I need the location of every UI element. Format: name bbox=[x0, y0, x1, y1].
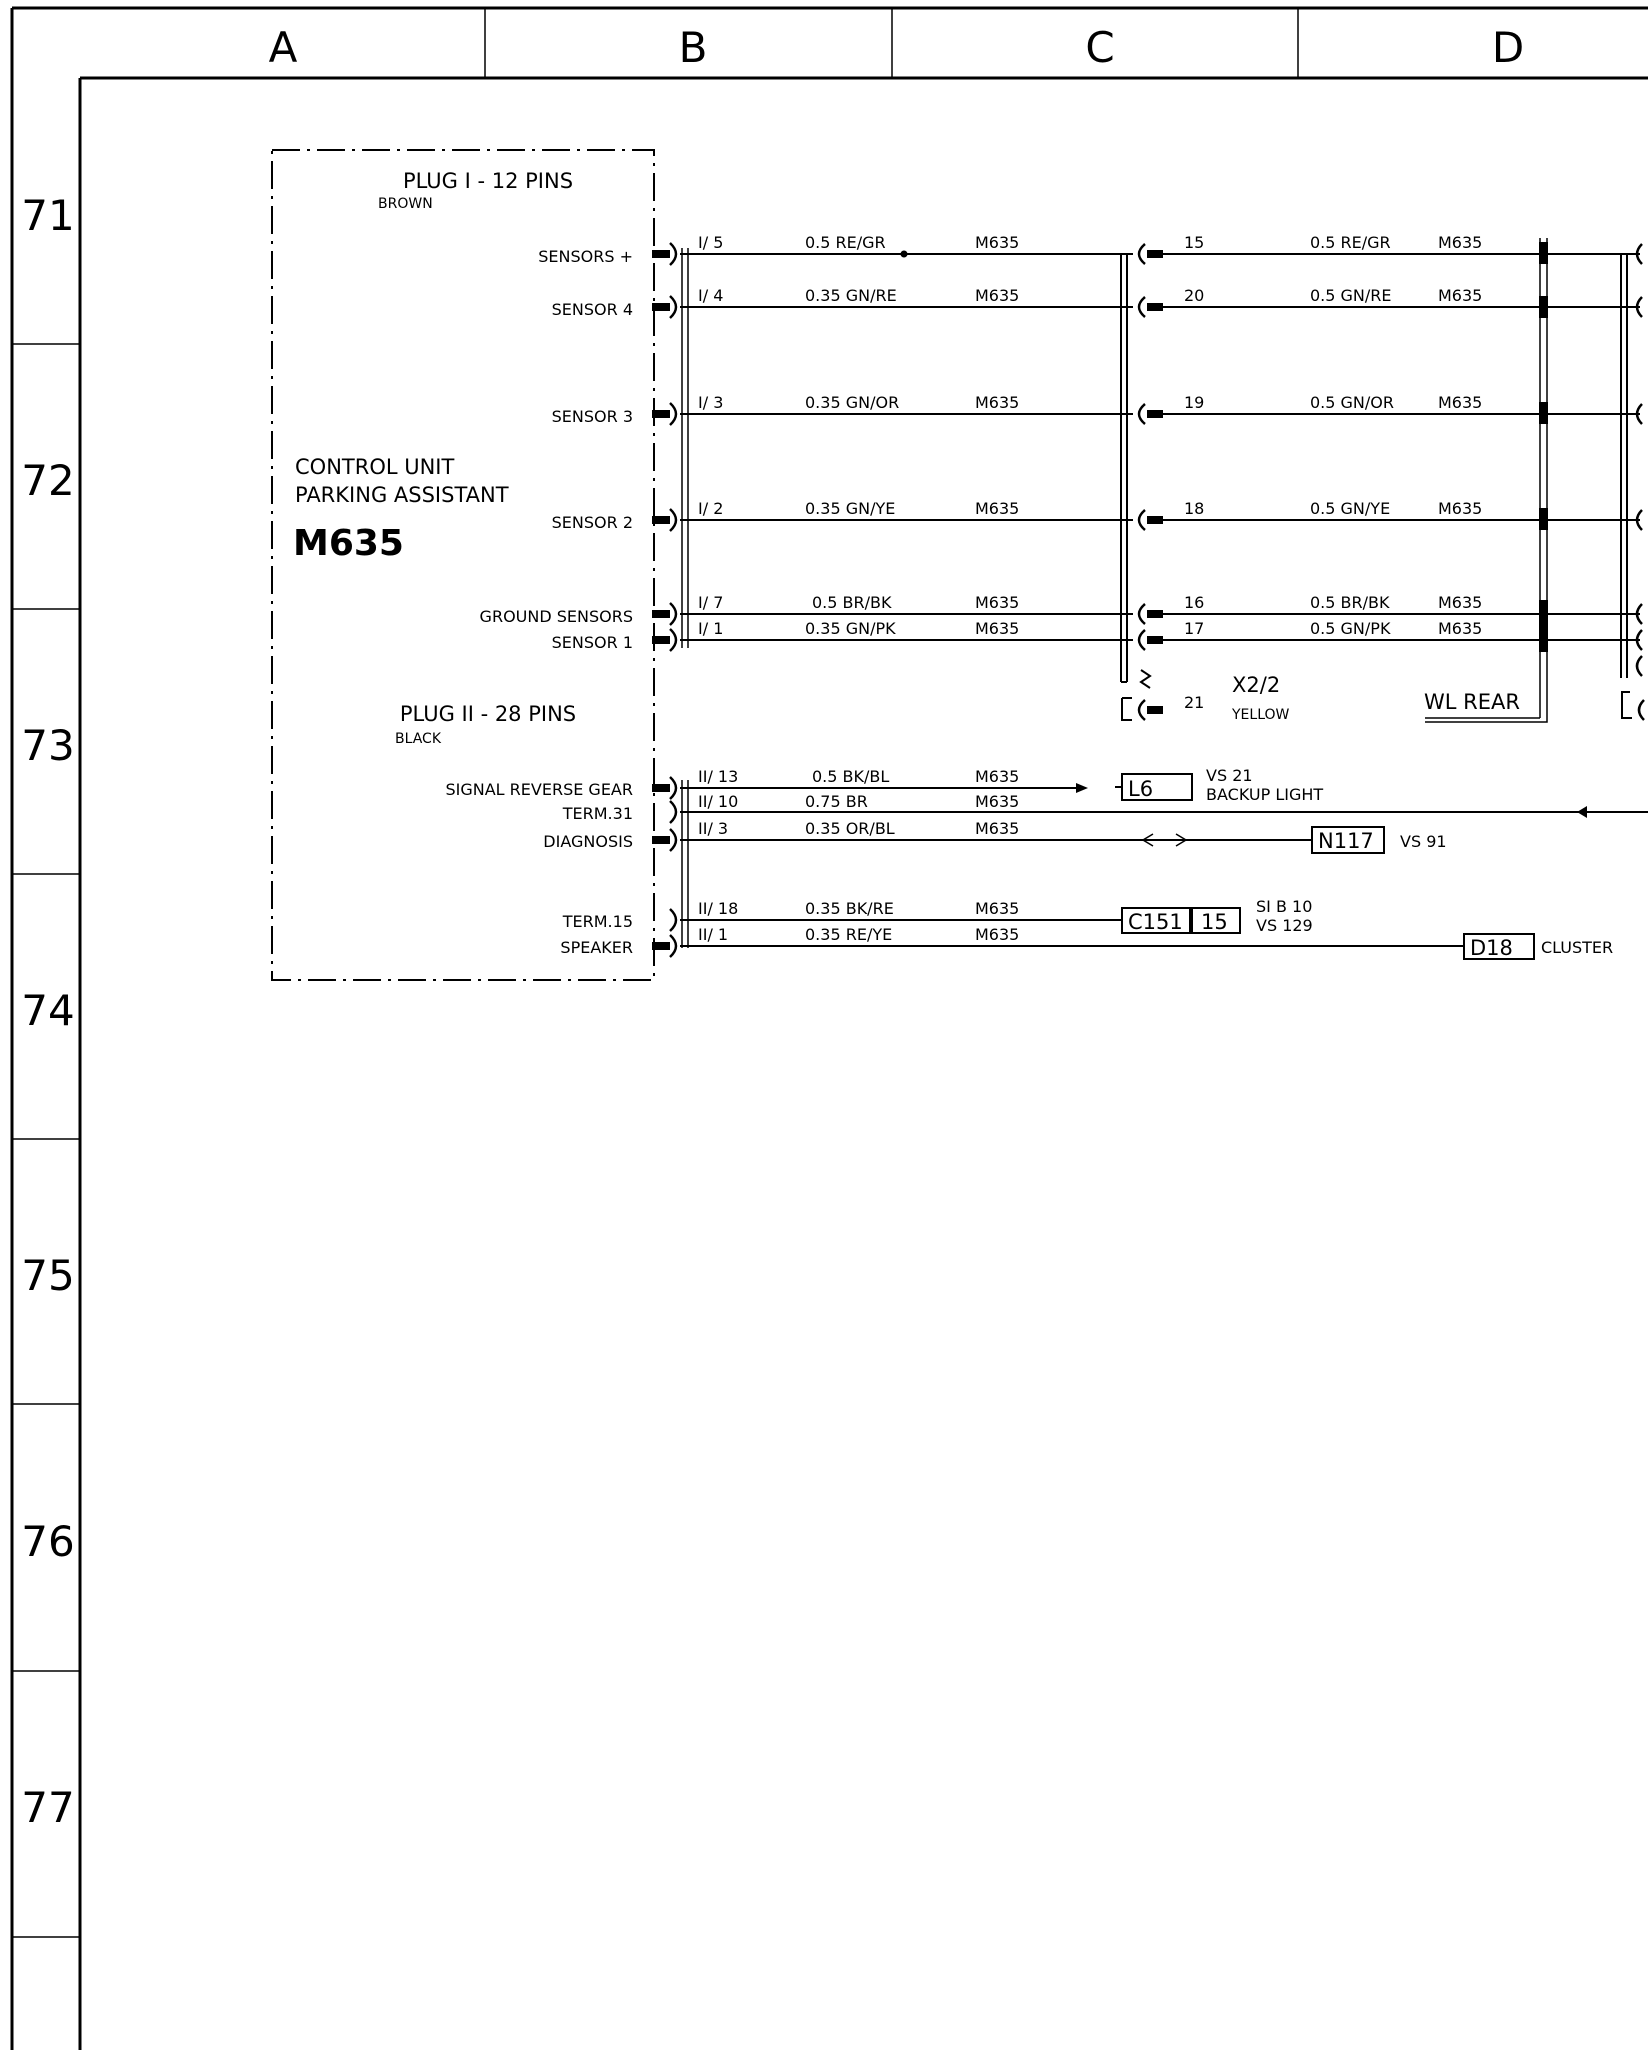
signal-label: TERM.15 bbox=[562, 912, 633, 931]
control-unit-box bbox=[272, 150, 654, 980]
c151-pin: 15 bbox=[1201, 910, 1228, 934]
control-unit-title-line2: PARKING ASSISTANT bbox=[295, 483, 509, 507]
signal-label: SENSOR 1 bbox=[551, 633, 633, 652]
pin-number: II/ 10 bbox=[698, 792, 739, 811]
wl-rear-label: WL REAR bbox=[1424, 690, 1520, 714]
wire-code: M635 bbox=[975, 593, 1020, 612]
connector-x22-pin21: 21 bbox=[1184, 693, 1205, 712]
pin-number: 20 bbox=[1184, 286, 1205, 305]
c151-ref2: VS 129 bbox=[1256, 916, 1313, 935]
connector-x22-name: X2/2 bbox=[1232, 673, 1281, 697]
control-unit-title-line1: CONTROL UNIT bbox=[295, 455, 455, 479]
wire-spec: 0.5 GN/YE bbox=[1310, 499, 1391, 518]
connector-x22-color: YELLOW bbox=[1232, 707, 1290, 723]
wire-code: M635 bbox=[975, 619, 1020, 638]
pin-number: II/ 18 bbox=[698, 899, 739, 918]
wire-code: M635 bbox=[975, 819, 1020, 838]
wire-code: M635 bbox=[975, 286, 1020, 305]
wire-spec: 0.35 GN/OR bbox=[805, 393, 900, 412]
pin-number: II/ 13 bbox=[698, 767, 739, 786]
wire-code: M635 bbox=[975, 767, 1020, 786]
signal-label: SENSOR 2 bbox=[551, 513, 633, 532]
plug2-signal-labels bbox=[445, 780, 633, 957]
signal-label: GROUND SENSORS bbox=[479, 607, 633, 626]
signal-label: TERM.31 bbox=[562, 804, 633, 823]
wire-code: M635 bbox=[1438, 499, 1483, 518]
wire-spec: 0.75 BR bbox=[805, 792, 868, 811]
plug2-pin-symbols bbox=[652, 777, 676, 957]
wire-code: M635 bbox=[975, 393, 1020, 412]
wire-spec: 0.5 RE/GR bbox=[1310, 233, 1391, 252]
x22-wire-annotations bbox=[1184, 233, 1482, 638]
column-label-c: C bbox=[1085, 23, 1115, 72]
wire-spec: 0.5 BR/BK bbox=[812, 593, 892, 612]
wire-spec: 0.35 RE/YE bbox=[805, 925, 893, 944]
signal-label: SIGNAL REVERSE GEAR bbox=[445, 780, 633, 799]
wire-spec: 0.5 GN/PK bbox=[1310, 619, 1391, 638]
connector-x22 bbox=[1121, 244, 1163, 720]
row-label-71: 71 bbox=[21, 191, 75, 240]
pin-number: 19 bbox=[1184, 393, 1205, 412]
pin-number: I/ 4 bbox=[698, 286, 724, 305]
wire-spec: 0.5 GN/RE bbox=[1310, 286, 1392, 305]
pin-number: I/ 2 bbox=[698, 499, 724, 518]
wire-code: M635 bbox=[1438, 393, 1483, 412]
destination-l6 bbox=[1115, 766, 1323, 804]
plug1-color: BROWN bbox=[378, 196, 433, 212]
frame bbox=[12, 8, 1648, 2050]
c151-code: C151 bbox=[1128, 910, 1183, 934]
plug1-pin-symbols bbox=[652, 243, 676, 651]
wire-code: M635 bbox=[1438, 619, 1483, 638]
signal-label: SPEAKER bbox=[560, 938, 633, 957]
pin-number: 18 bbox=[1184, 499, 1205, 518]
destination-n117 bbox=[1312, 827, 1447, 853]
l6-code: L6 bbox=[1128, 777, 1154, 801]
row-label-72: 72 bbox=[21, 456, 75, 505]
column-label-d: D bbox=[1491, 23, 1525, 72]
wire-spec: 0.5 BK/BL bbox=[812, 767, 890, 786]
pin-number: I/ 3 bbox=[698, 393, 724, 412]
wl-rear-harness bbox=[1425, 238, 1548, 722]
d18-code: D18 bbox=[1470, 936, 1513, 960]
wire-code: M635 bbox=[975, 925, 1020, 944]
pin-number: I/ 1 bbox=[698, 619, 724, 638]
wire-spec: 0.35 GN/RE bbox=[805, 286, 897, 305]
wire-code: M635 bbox=[1438, 286, 1483, 305]
wire-code: M635 bbox=[1438, 233, 1483, 252]
pin-number: 17 bbox=[1184, 619, 1205, 638]
pin-number: 15 bbox=[1184, 233, 1205, 252]
wire-spec: 0.35 BK/RE bbox=[805, 899, 894, 918]
row-label-76: 76 bbox=[21, 1517, 75, 1566]
wire-code: M635 bbox=[975, 233, 1020, 252]
row-label-73: 73 bbox=[21, 721, 75, 770]
column-label-b: B bbox=[678, 23, 708, 72]
signal-label: DIAGNOSIS bbox=[543, 832, 633, 851]
control-unit-code: M635 bbox=[293, 523, 404, 564]
pin-number: 16 bbox=[1184, 593, 1205, 612]
wire-spec: 0.35 GN/YE bbox=[805, 499, 896, 518]
plug1-label: PLUG I - 12 PINS bbox=[402, 169, 574, 193]
signal-label: SENSOR 4 bbox=[551, 300, 633, 319]
pin-number: II/ 1 bbox=[698, 925, 729, 944]
row-label-75: 75 bbox=[21, 1251, 75, 1300]
wire-code: M635 bbox=[1438, 593, 1483, 612]
signal-label: SENSOR 3 bbox=[551, 407, 633, 426]
wire-code: M635 bbox=[975, 792, 1020, 811]
l6-ref: VS 21 bbox=[1206, 766, 1253, 785]
plug1-signal-labels bbox=[480, 247, 633, 652]
wire-spec: 0.5 RE/GR bbox=[805, 233, 886, 252]
wire-code: M635 bbox=[975, 499, 1020, 518]
wire-code: M635 bbox=[975, 899, 1020, 918]
pin-number: I/ 7 bbox=[698, 593, 724, 612]
wire-spec: 0.35 OR/BL bbox=[805, 819, 895, 838]
l6-desc: BACKUP LIGHT bbox=[1206, 785, 1324, 804]
pin-number: II/ 3 bbox=[698, 819, 729, 838]
plug2-color: BLACK bbox=[395, 731, 442, 747]
right-edge-connector bbox=[1621, 244, 1644, 720]
wire-spec: 0.5 GN/OR bbox=[1310, 393, 1394, 412]
pin-number: I/ 5 bbox=[698, 233, 724, 252]
destination-c151 bbox=[1122, 897, 1313, 935]
d18-desc: CLUSTER bbox=[1541, 938, 1614, 957]
n117-ref: VS 91 bbox=[1400, 832, 1447, 851]
n117-code: N117 bbox=[1318, 829, 1374, 853]
column-label-a: A bbox=[268, 23, 298, 72]
c151-ref1: SI B 10 bbox=[1256, 897, 1313, 916]
wire-spec: 0.35 GN/PK bbox=[805, 619, 896, 638]
signal-label: SENSORS + bbox=[538, 247, 633, 266]
destination-d18 bbox=[1464, 934, 1613, 960]
wire-spec: 0.5 BR/BK bbox=[1310, 593, 1390, 612]
plug1-wire-annotations bbox=[698, 233, 1019, 638]
row-label-74: 74 bbox=[21, 986, 75, 1035]
plug2-wire-annotations bbox=[698, 767, 1019, 944]
row-label-77: 77 bbox=[21, 1783, 75, 1832]
plug2-label: PLUG II - 28 PINS bbox=[399, 702, 577, 726]
